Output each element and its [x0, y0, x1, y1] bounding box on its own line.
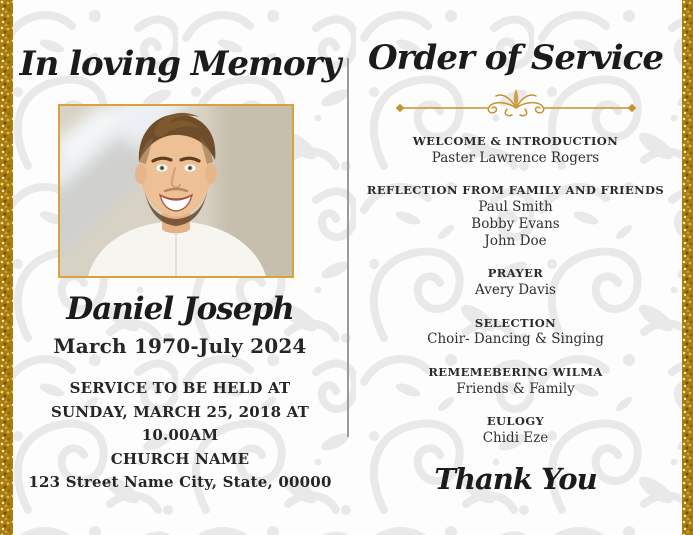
order-item-name: Bobby Evans: [471, 215, 560, 232]
gold-glitter-strip-left: [0, 0, 13, 535]
order-item-name: Avery Davis: [475, 281, 556, 298]
order-item: [349, 413, 682, 446]
cover-panel: [13, 0, 347, 535]
gold-flourish-divider-icon: [396, 86, 636, 118]
order-item: [349, 315, 682, 348]
order-item-heading: SELECTION: [474, 315, 557, 330]
order-item-name: Choir- Dancing & Singing: [427, 331, 604, 348]
order-item-heading: PRAYER: [487, 266, 544, 281]
service-line: SERVICE TO BE HELD AT: [69, 379, 291, 397]
order-item: [349, 364, 682, 397]
service-line: SUNDAY, MARCH 25, 2018 AT 10.00AM: [50, 402, 310, 444]
order-item-name: Friends & Family: [456, 380, 575, 397]
order-item: [349, 133, 682, 166]
deceased-name: Daniel Joseph: [66, 291, 294, 327]
order-item-heading: EULOGY: [486, 414, 545, 429]
order-item-name: John Doe: [484, 232, 547, 249]
order-of-service-title: Order of Service: [368, 38, 663, 78]
service-details: [13, 377, 347, 495]
order-item: [349, 265, 682, 298]
order-of-service-panel: [349, 0, 682, 535]
service-line: 123 Street Name City, State, 00000: [28, 473, 332, 491]
order-item-name: Chidi Eze: [482, 430, 549, 447]
order-item-name: Paster Lawrence Rogers: [431, 149, 600, 166]
gold-glitter-strip-right: [682, 0, 693, 535]
service-line: CHURCH NAME: [110, 449, 250, 468]
order-item-heading: REFLECTION FROM FAMILY AND FRIENDS: [366, 183, 665, 198]
portrait-photo: [58, 104, 294, 278]
deceased-dates: March 1970-July 2024: [53, 334, 307, 358]
order-item-heading: WELCOME & INTRODUCTION: [412, 134, 619, 148]
thank-you-closing: Thank You: [434, 462, 597, 496]
order-item: [349, 182, 682, 249]
order-item-heading: REMEMEBERING WILMA: [428, 365, 603, 380]
order-of-service-list: [349, 133, 682, 463]
portrait-photo-illustration: [60, 106, 292, 276]
in-loving-memory-title: In loving Memory: [19, 44, 341, 84]
order-item-name: Paul Smith: [478, 199, 553, 216]
